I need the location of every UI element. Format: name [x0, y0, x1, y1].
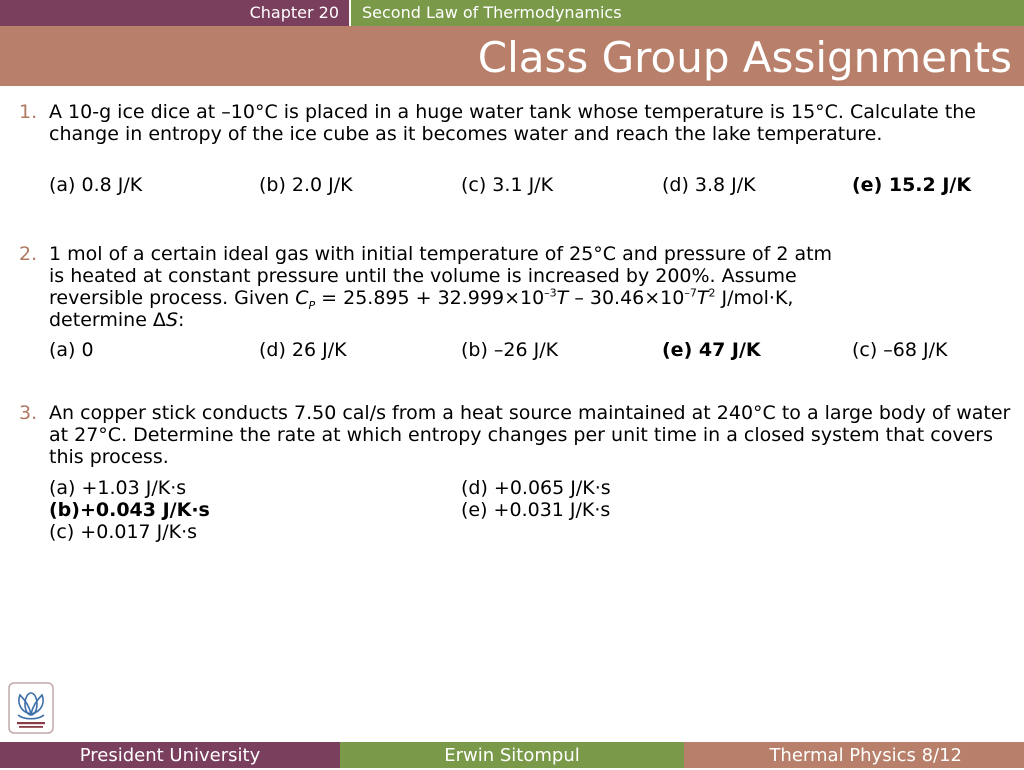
variable-t: T	[556, 287, 569, 309]
exponent: 2	[708, 286, 716, 300]
option-a: (a) +1.03 J/K·s	[49, 477, 187, 499]
text-fragment: :	[178, 309, 185, 331]
exponent: –7	[684, 286, 697, 300]
footer-bar	[0, 742, 1024, 768]
president-university-logo-icon	[8, 682, 54, 734]
question-text-line	[49, 309, 1019, 331]
question-text-line: 1 mol of a certain ideal gas with initial temperature of 25°C and pressure of 2 atm	[49, 243, 833, 265]
question-2-options	[0, 339, 1024, 361]
option-c: (c) –68 J/K	[852, 339, 948, 361]
option-e-answer: (e) 47 J/K	[662, 339, 761, 361]
option-a: (a) 0.8 J/K	[49, 174, 143, 196]
variable-t: T	[696, 287, 709, 309]
question-number: 2.	[19, 243, 38, 265]
topic-label: Second Law of Thermodynamics	[351, 0, 1024, 26]
question-number: 1.	[19, 101, 38, 123]
cp-symbol: C	[295, 287, 309, 309]
option-b: (b) –26 J/K	[461, 339, 559, 361]
footer-institution: President University	[0, 742, 340, 768]
question-text: A 10-g ice dice at –10°C is placed in a huge water tank whose temperature is 15°C. Calculate the change in entropy of the ice cube as it becomes water and reach the lake temperature.	[49, 101, 976, 145]
footer-author: Erwin Sitompul	[340, 742, 684, 768]
option-c: (c) +0.017 J/K·s	[49, 521, 198, 543]
option-b-answer: (b)+0.043 J/K·s	[49, 499, 210, 521]
text-fragment: reversible process. Given	[49, 287, 296, 309]
text-fragment: determine Δ	[49, 309, 166, 331]
option-d: (d) 26 J/K	[259, 339, 347, 361]
question-2	[0, 243, 1024, 331]
question-text	[49, 243, 1019, 331]
question-text: An copper stick conducts 7.50 cal/s from a heat source maintained at 240°C to a large body of water at 27°C. Determine the rate at which entropy changes per unit time in a closed system that covers this process.	[49, 402, 1011, 468]
option-e-answer: (e) 15.2 J/K	[852, 174, 972, 196]
question-text-line	[49, 286, 1019, 312]
equation-part: – 30.46×10	[568, 287, 685, 309]
question-1-options	[0, 174, 1024, 196]
footer-course-page: Thermal Physics 8/12	[684, 742, 1024, 768]
option-a: (a) 0	[49, 339, 94, 361]
chapter-label: Chapter 20	[0, 0, 349, 26]
header-bar	[0, 0, 1024, 26]
option-b: (b) 2.0 J/K	[259, 174, 353, 196]
cp-subscript: P	[308, 298, 316, 312]
exponent: –3	[544, 286, 557, 300]
equation-part: = 25.895 + 32.999×10	[315, 287, 545, 309]
page-title: Class Group Assignments	[477, 33, 1012, 82]
variable-s: S	[165, 309, 178, 331]
question-3-options	[0, 477, 1024, 543]
question-text-line: is heated at constant pressure until the volume is increased by 200%. Assume	[49, 265, 797, 287]
option-c: (c) 3.1 J/K	[461, 174, 554, 196]
option-e: (e) +0.031 J/K·s	[461, 499, 611, 521]
option-d: (d) 3.8 J/K	[662, 174, 756, 196]
option-d: (d) +0.065 J/K·s	[461, 477, 611, 499]
question-number: 3.	[19, 402, 38, 424]
unit-text: J/mol·K,	[715, 287, 794, 309]
